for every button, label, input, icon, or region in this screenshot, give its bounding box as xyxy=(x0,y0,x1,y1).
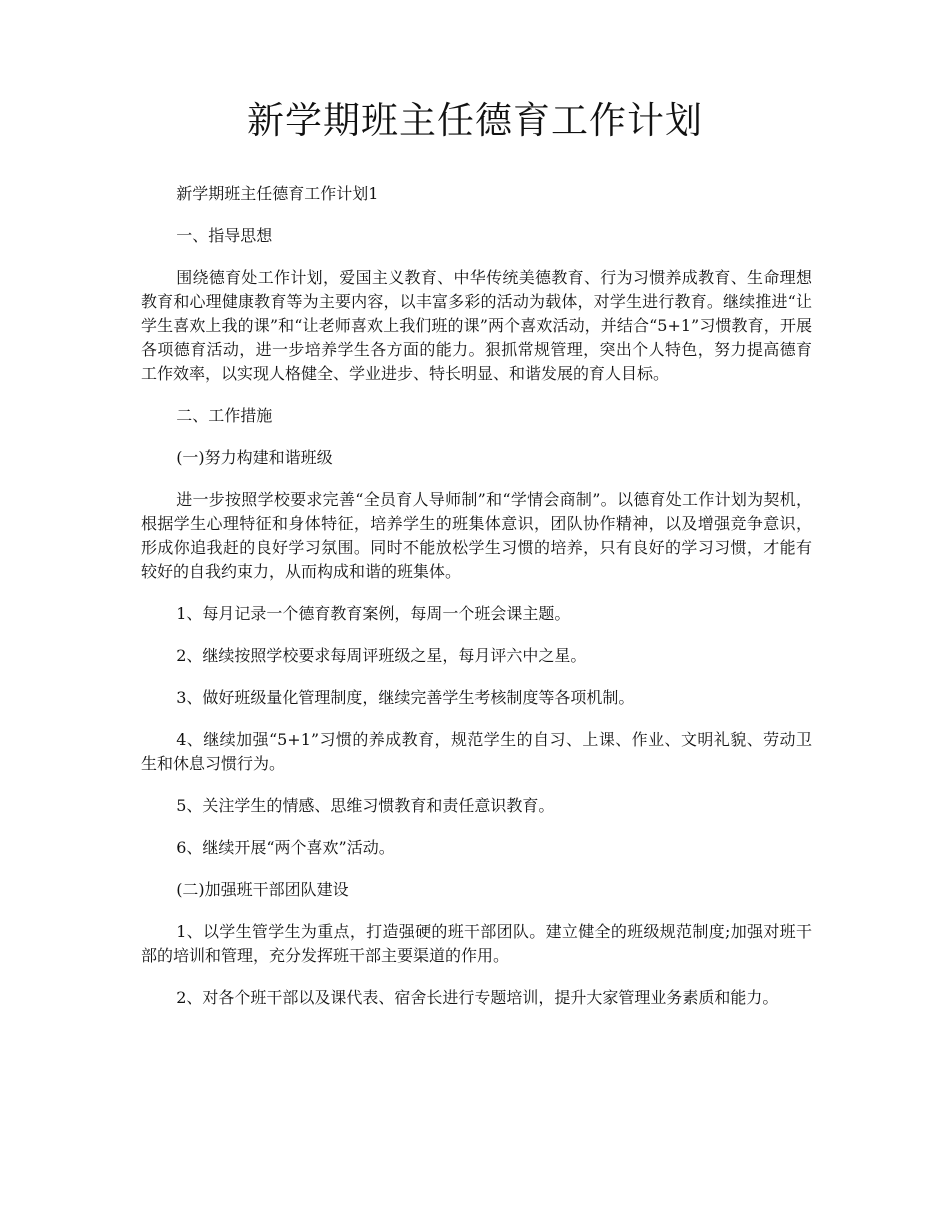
section-heading-plan-1: 新学期班主任德育工作计划1 xyxy=(176,184,379,203)
document-title: 新学期班主任德育工作计划 xyxy=(247,99,703,142)
list-item-4: 4、继续加强“5+1”习惯的养成教育，规范学生的自习、上课、作业、文明礼貌、劳动卫生和休息习惯行为。 xyxy=(141,730,812,773)
list-item-3: 3、做好班级量化管理制度，继续完善学生考核制度等各项机制。 xyxy=(176,688,635,707)
document-body xyxy=(141,182,812,1028)
subsection-heading-class-cadre: (二)加强班干部团队建设 xyxy=(176,880,349,899)
paragraph-guiding-ideology: 围绕德育处工作计划，爱国主义教育、中华传统美德教育、行为习惯养成教育、生命理想教育和心理健康教育等为主要内容，以丰富多彩的活动为载体，对学生进行教育。继续推进“让学生喜欢上我的课”和“让老师喜欢上我们班的课”两个喜欢活动，并结合“5+1”习惯教育，开展各项德育活动，进一步培养学生各方面的能力。狠抓常规管理，突出个人特色，努力提高德育工作效率，以实现人格健全、学业进步、特长明显、和谐发展的育人目标。 xyxy=(141,268,812,383)
list-item-6: 6、继续开展“两个喜欢”活动。 xyxy=(176,838,395,857)
list-item-5: 5、关注学生的情感、思维习惯教育和责任意识教育。 xyxy=(176,796,555,815)
subsection-heading-harmonious-class: (一)努力构建和谐班级 xyxy=(176,448,333,467)
section-heading-work-measures: 二、工作措施 xyxy=(176,406,273,425)
cadre-item-2: 2、对各个班干部以及课代表、宿舍长进行专题培训，提升大家管理业务素质和能力。 xyxy=(176,988,779,1007)
list-item-1: 1、每月记录一个德育教育案例，每周一个班会课主题。 xyxy=(176,604,571,623)
paragraph-harmonious-class: 进一步按照学校要求完善“全员育人导师制”和“学情会商制”。以德育处工作计划为契机，根据学生心理特征和身体特征，培养学生的班集体意识，团队协作精神，以及增强竞争意识，形成你追我赶的良好学习氛围。同时不能放松学生习惯的培养，只有良好的学习习惯，才能有较好的自我约束力，从而构成和谐的班集体。 xyxy=(141,490,812,581)
section-heading-guiding-ideology: 一、指导思想 xyxy=(176,226,273,245)
list-item-2: 2、继续按照学校要求每周评班级之星，每月评六中之星。 xyxy=(176,646,587,665)
cadre-item-1: 1、以学生管学生为重点，打造强硬的班干部团队。建立健全的班级规范制度;加强对班干部的培训和管理，充分发挥班干部主要渠道的作用。 xyxy=(141,922,812,965)
